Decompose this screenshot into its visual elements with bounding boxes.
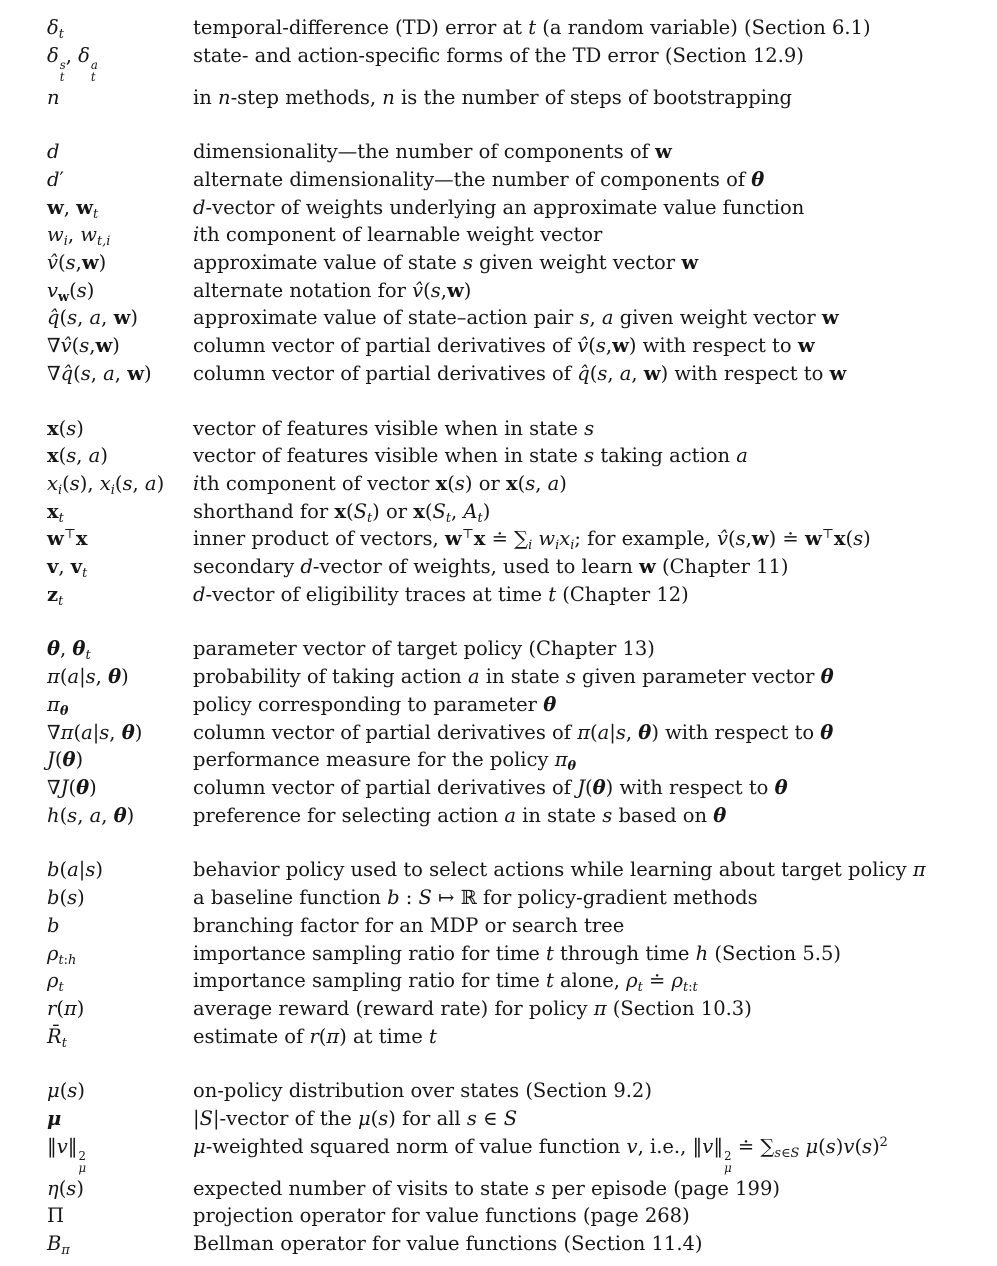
notation-symbol: d — [47, 140, 60, 164]
notation-description: Bellman operator for value functions (Section 11.4) — [193, 1231, 703, 1255]
notation-symbol: $v_w(s)$ — [47, 278, 95, 305]
notation-row — [47, 42, 989, 84]
notation-description: dimensionality—the number of components of w — [193, 140, 672, 164]
notation-symbol: w⊤x — [47, 527, 88, 551]
notation-symbol: ∇π(a|s, θ) — [47, 720, 143, 744]
notation-list — [47, 14, 989, 1258]
notation-symbol: x(s) — [47, 416, 84, 440]
notation-group — [47, 14, 989, 111]
notation-row — [47, 995, 989, 1023]
notation-description: inner product of vectors, w⊤x ≐ $\sum_i$ $w_ix_i$; for example, v̂(s,w) ≐ w⊤x(s) — [193, 527, 871, 554]
notation-group — [47, 138, 989, 387]
notation-symbol: n — [47, 85, 60, 109]
notation-description: |S|-vector of the μ(s) for all s ∈ S — [193, 1107, 518, 1131]
notation-description: performance measure for the policy $\pi_\theta$ — [193, 748, 577, 775]
notation-row — [47, 415, 989, 443]
notation-symbol: $\pi_\theta$ — [47, 692, 69, 719]
notation-row — [47, 884, 989, 912]
notation-description: vector of features visible when in state s — [193, 416, 595, 440]
notation-symbol: η(s) — [47, 1176, 84, 1200]
notation-group — [47, 415, 989, 609]
notation-symbol: δ s t , δ a t — [47, 43, 98, 85]
notation-symbol: v, $v_t$ — [47, 555, 88, 581]
notation-description: ith component of vector x(s) or x(s, a) — [193, 471, 567, 495]
notation-row — [47, 940, 989, 968]
notation-symbol: w, $w_t$ — [47, 195, 99, 222]
notation-row — [47, 442, 989, 470]
notation-description: column vector of partial derivatives of J(θ) with respect to θ — [193, 775, 788, 799]
notation-description: branching factor for an MDP or search tree — [193, 913, 625, 937]
notation-row — [47, 14, 989, 42]
notation-symbol: $\delta_t$ — [47, 16, 64, 42]
notation-description: alternate dimensionality—the number of components of θ — [193, 167, 765, 191]
notation-symbol: v̂(s,w) — [47, 251, 107, 275]
notation-row — [47, 774, 989, 802]
notation-row — [47, 746, 989, 774]
notation-row — [47, 967, 989, 995]
notation-symbol: μ — [47, 1107, 62, 1131]
notation-row — [47, 249, 989, 277]
notation-row — [47, 138, 989, 166]
notation-description: shorthand for $x(S_t)$ or $x(S_t$, $A_t$) — [193, 499, 491, 526]
notation-symbol: ‖v‖ 2 μ — [47, 1134, 87, 1176]
notation-row — [47, 1133, 989, 1175]
notation-symbol: $B_\pi$ — [47, 1231, 70, 1258]
notation-row — [47, 470, 989, 498]
notation-symbol: ∇v̂(s,w) — [47, 334, 120, 358]
notation-row — [47, 166, 989, 194]
notation-description: behavior policy used to select actions while learning about target policy π — [193, 858, 926, 882]
notation-description: parameter vector of target policy (Chapter 13) — [193, 637, 655, 661]
notation-symbol: h(s, a, θ) — [47, 803, 135, 827]
notation-symbol: b — [47, 913, 60, 937]
notation-group — [47, 1077, 989, 1257]
notation-symbol: θ, $\theta_t$ — [47, 637, 91, 664]
notation-description: approximate value of state s given weight vector w — [193, 251, 699, 275]
notation-description: average reward (reward rate) for policy π (Section 10.3) — [193, 996, 752, 1020]
notation-description: secondary d-vector of weights, used to learn w (Chapter 11) — [193, 555, 789, 579]
notation-symbol: q̂(s, a, w) — [47, 306, 138, 330]
notation-description: d-vector of eligibility traces at time t (Chapter 12) — [193, 582, 689, 606]
notation-row — [47, 802, 989, 830]
notation-description: column vector of partial derivatives of v̂(s,w) with respect to w — [193, 334, 815, 358]
notation-description: policy corresponding to parameter θ — [193, 692, 557, 716]
notation-row — [47, 277, 989, 305]
notation-row — [47, 663, 989, 691]
notation-symbol: ∇J(θ) — [47, 775, 97, 799]
notation-symbol: r(π) — [47, 996, 85, 1020]
notation-description: ith component of learnable weight vector — [193, 223, 603, 247]
notation-description: μ-weighted squared norm of value function v, i.e., ‖v‖ 2 μ ≐ $\sum_{s\in S}$ $\mu(s)v(s)^2$ — [193, 1134, 888, 1176]
notation-description: on-policy distribution over states (Section 9.2) — [193, 1079, 652, 1103]
notation-group — [47, 635, 989, 829]
notation-row — [47, 1175, 989, 1203]
notation-row — [47, 581, 989, 609]
notation-row — [47, 1230, 989, 1258]
notation-description: preference for selecting action a in state s based on θ — [193, 803, 727, 827]
notation-description: d-vector of weights underlying an approximate value function — [193, 195, 805, 219]
notation-symbol: $w_i$, $w_{t,i}$ — [47, 223, 111, 250]
notation-row — [47, 221, 989, 249]
notation-group — [47, 856, 989, 1050]
notation-row — [47, 84, 989, 112]
notation-row — [47, 1077, 989, 1105]
notation-symbol: $x_i(s)$, $x_i(s$, a) — [47, 471, 165, 498]
notation-row — [47, 194, 989, 222]
notation-description: importance sampling ratio for time t alone, $\rho_t$ ≐ $\rho_{t:t}$ — [193, 969, 698, 996]
notation-description: importance sampling ratio for time t through time h (Section 5.5) — [193, 941, 842, 965]
notation-symbol: Π — [47, 1204, 65, 1228]
notation-symbol: $\rho_t$ — [47, 969, 64, 996]
notation-description: temporal-difference (TD) error at t (a random variable) (Section 6.1) — [193, 16, 871, 39]
notation-description: column vector of partial derivatives of q̂(s, a, w) with respect to w — [193, 361, 847, 385]
notation-description: approximate value of state–action pair s, a given weight vector w — [193, 306, 839, 330]
notation-row — [47, 1202, 989, 1230]
notation-row — [47, 360, 989, 388]
notation-row — [47, 912, 989, 940]
notation-description: column vector of partial derivatives of π(a|s, θ) with respect to θ — [193, 720, 834, 744]
notation-row — [47, 856, 989, 884]
notation-description: alternate notation for v̂(s,w) — [193, 278, 472, 302]
notation-row — [47, 719, 989, 747]
notation-description: state- and action-specific forms of the TD error (Section 12.9) — [193, 43, 804, 67]
notation-row — [47, 1023, 989, 1051]
notation-row — [47, 553, 989, 581]
notation-symbol: d′ — [47, 167, 64, 191]
notation-description: estimate of r(π) at time t — [193, 1024, 437, 1048]
notation-symbol: x(s, a) — [47, 444, 108, 468]
notation-description: a baseline function b : S ↦ ℝ for policy-gradient methods — [193, 886, 758, 910]
notation-symbol: π(a|s, θ) — [47, 665, 129, 689]
notation-row — [47, 1105, 989, 1133]
notation-symbol: ∇q̂(s, a, w) — [47, 361, 152, 385]
notation-symbol: μ(s) — [47, 1079, 85, 1103]
notation-row — [47, 635, 989, 663]
notation-row — [47, 525, 989, 553]
notation-symbol: b(a|s) — [47, 858, 103, 882]
notation-description: vector of features visible when in state s taking action a — [193, 444, 748, 468]
notation-row — [47, 332, 989, 360]
notation-row — [47, 498, 989, 526]
notation-description: expected number of visits to state s per episode (page 199) — [193, 1176, 780, 1200]
notation-symbol: b(s) — [47, 886, 85, 910]
notation-symbol: $z_t$ — [47, 582, 64, 609]
notation-row — [47, 304, 989, 332]
notation-description: in n-step methods, n is the number of steps of bootstrapping — [193, 85, 792, 109]
notation-symbol: J(θ) — [47, 748, 84, 772]
notation-description: projection operator for value functions (page 268) — [193, 1204, 690, 1228]
notation-symbol: $\rho_{t:h}$ — [47, 941, 77, 968]
notation-description: probability of taking action a in state s given parameter vector θ — [193, 665, 834, 689]
notation-row — [47, 691, 989, 719]
notation-symbol: $x_t$ — [47, 499, 64, 526]
notation-symbol: $R̄_t$ — [47, 1024, 67, 1051]
